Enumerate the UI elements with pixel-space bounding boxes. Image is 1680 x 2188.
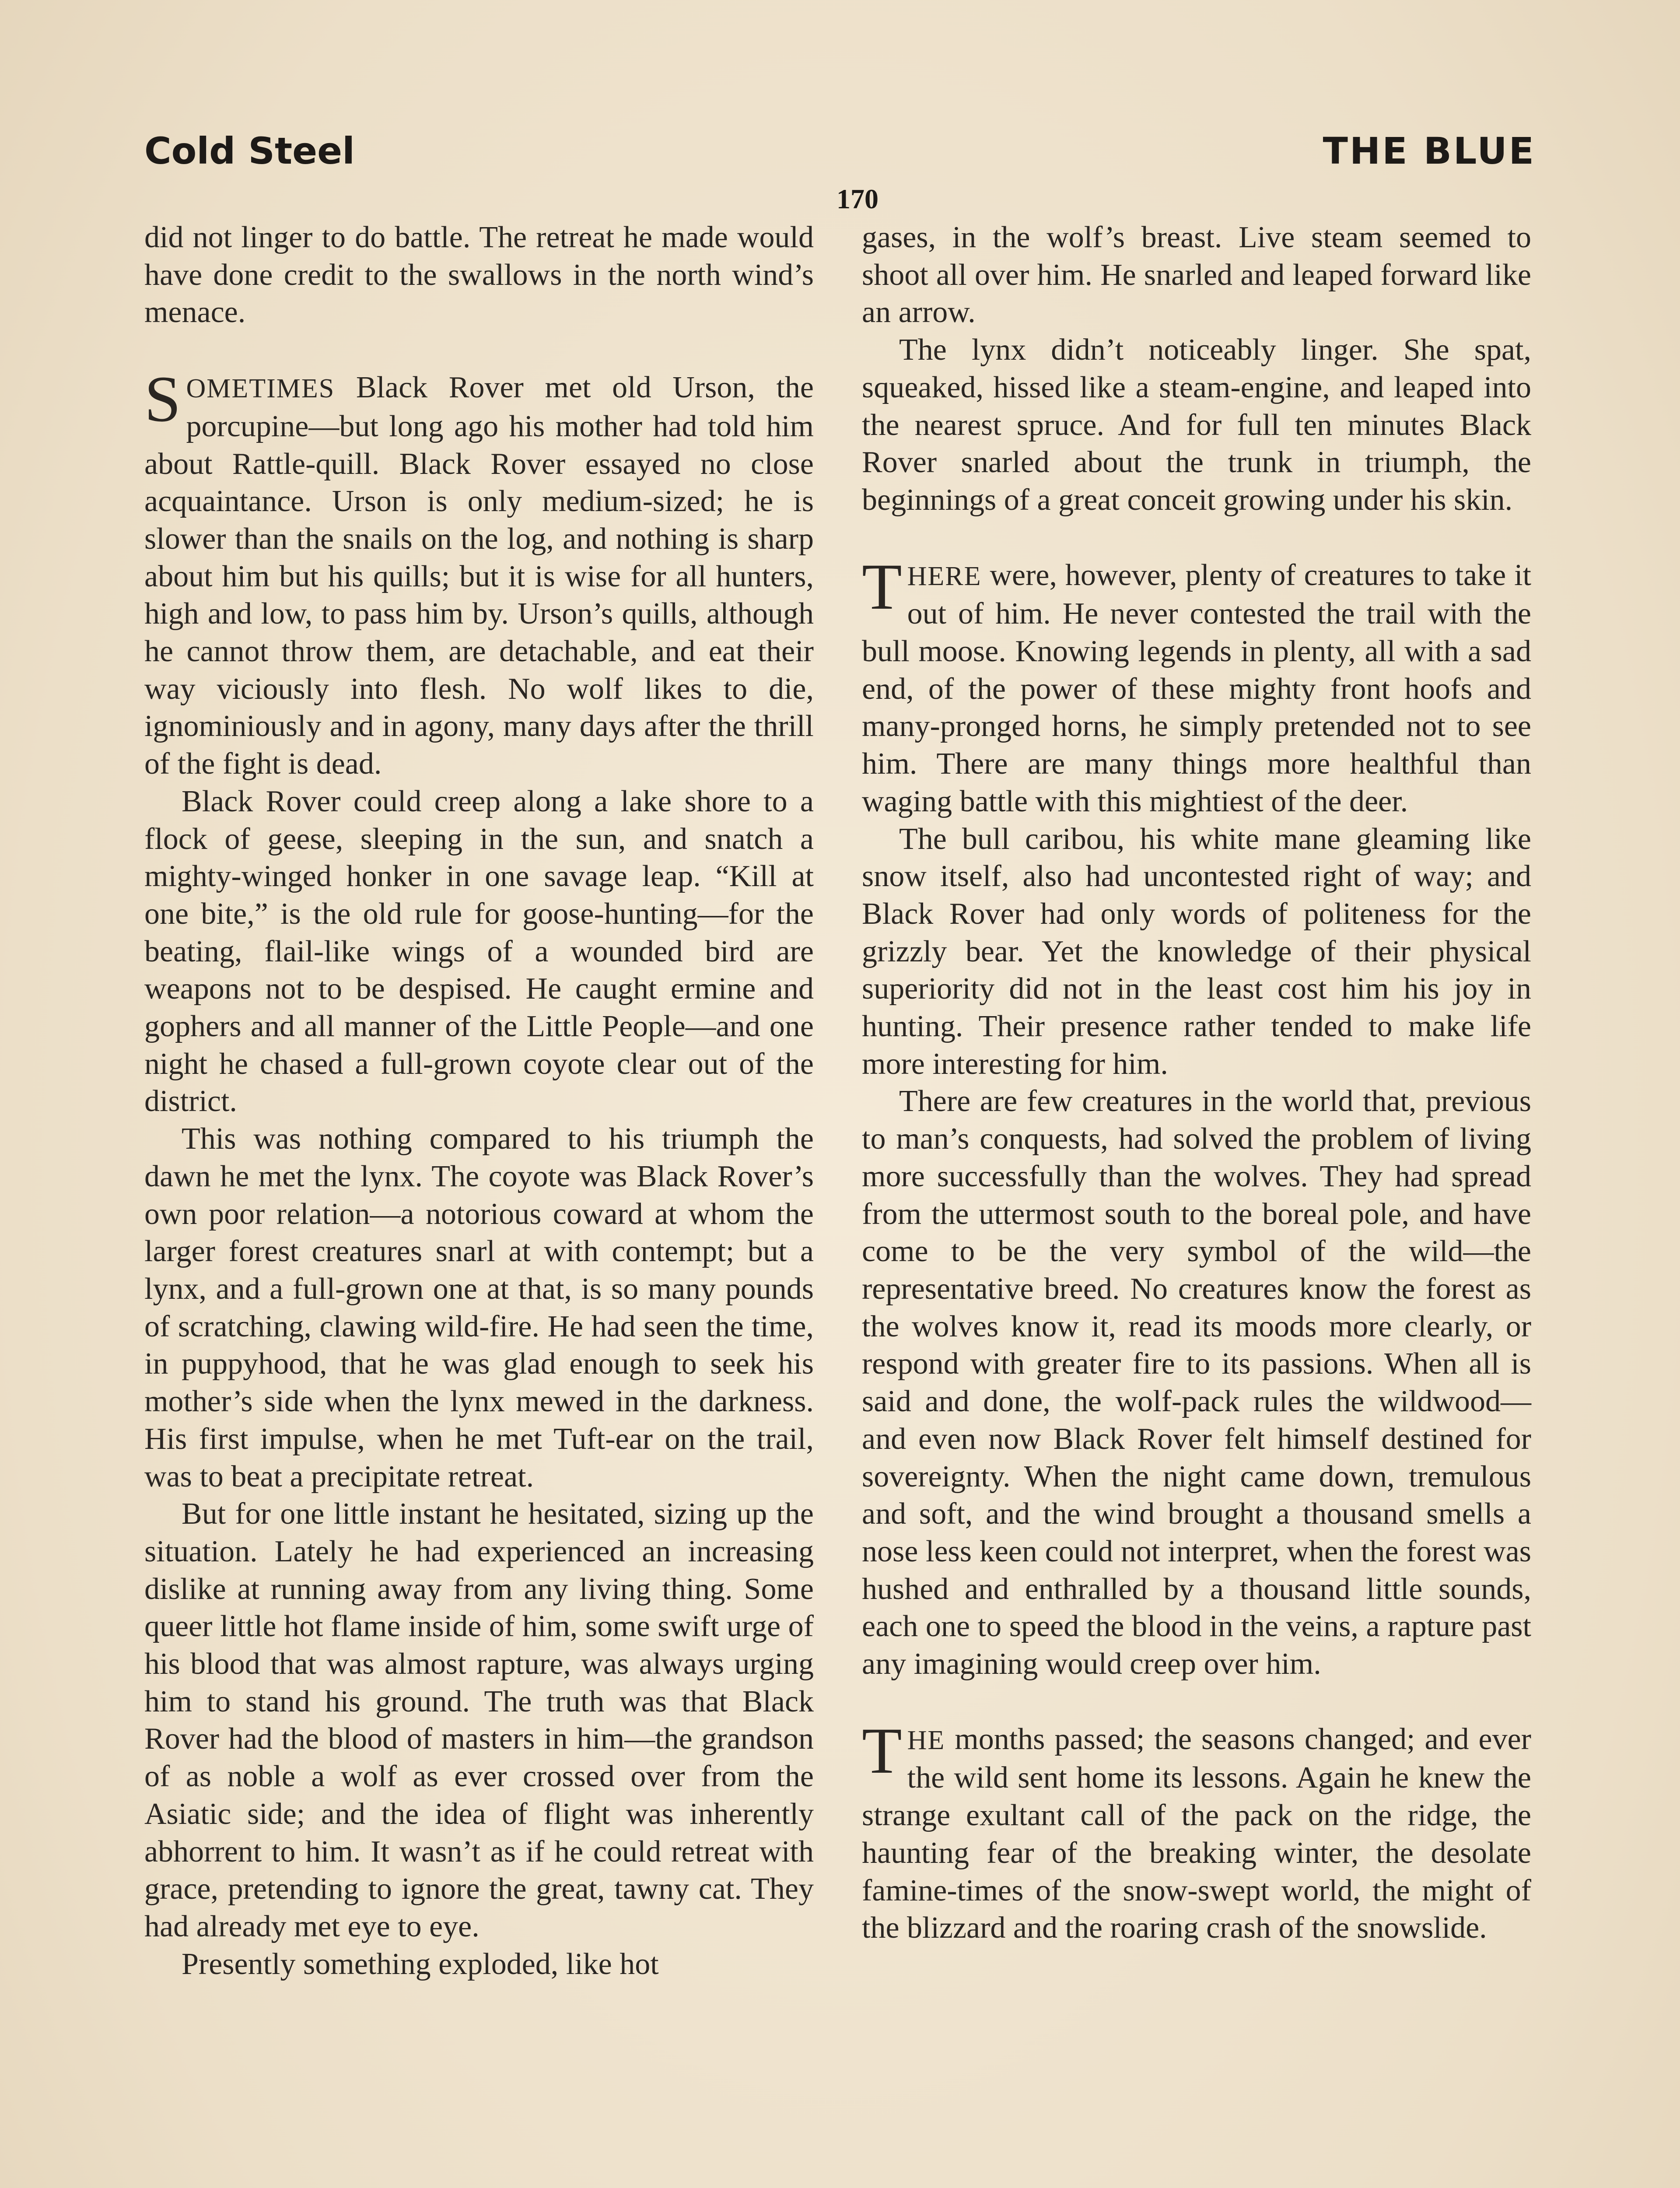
paragraph: gases, in the wolf’s breast. Live steam seemed to shoot all over him. He snarled and leaped forward like an arrow. [862, 221, 1531, 330]
paragraph: There are few creatures in the world that, previous to man’s conquests, had solved the problem of living more successfully than the wolves. They had spread from the uttermost south to the boreal pole, and have come to be the very symbol of the wild—the representative breed. No creatures know the forest as the wolves know it, read its moods more clearly, or respond with greater fire to its passions. When all is said and done, the wolf-pack rules the wildwood—and even now Black Rover felt himself destined for sovereignty. When the night came down, tremulous and soft, and the wind brought a thousand smells a nose less keen could not interpret, when the forest was hushed and enthralled by a thousand little sounds, each one to speed the blood in the veins, a rapture past any imagining would creep over him. [862, 1084, 1531, 1681]
paragraph: The bull caribou, his white mane gleaming like snow itself, also had uncontested right of way; and Black Rover had only words of politeness for the grizzly bear. Yet the knowledge of their physical superiority did not in the least cost him his joy in hunting. Their presence rather tended to make life more interesting for him. [862, 822, 1531, 1081]
paragraph: This was nothing compared to his triumph the dawn he met the lynx. The coyote was Black Rover’s own poor relation—a notorious coward at whom the larger forest creatures snarl at with contempt; but a lynx, and a full-grown one at that, is so many pounds of scratching, clawing wild-fire. He had seen the time, in puppyhood, that he was glad enough to seek his mother’s side when the lynx mewed in the darkness. His first impulse, when he met Tuft-ear on the trail, was to beat a precipitate retreat. [144, 1122, 814, 1494]
small-caps-lead: OMETIMES [186, 374, 335, 404]
story-title: Cold Steel [144, 130, 355, 172]
paragraph-text: months passed; the seasons changed; and ever the wild sent home its lessons. Again he knew the strange exultant call of the pack on the ridge, the haunting fear of the breaking winter, the desolate famine-times of the snow-swept world, the might of the blizzard and the roaring crash of the snowslide. [862, 1722, 1531, 1945]
paragraph: did not linger to do battle. The retreat he made would have done credit to the swallows in the north wind’s menace. [144, 221, 814, 330]
paragraph: Black Rover could creep along a lake shore to a flock of geese, sleeping in the sun, and snatch a mighty-winged honker in one savage leap. “Kill at one bite,” is the old rule for goose-hunting—for the beating, flail-like wings of a wounded bird are weapons not to be despised. He caught ermine and gophers and all manner of the Little People—and one night he chased a full-grown coyote clear out of the district. [144, 784, 814, 1119]
paragraph: The lynx didn’t noticeably linger. She spat, squeaked, hissed like a steam-engine, and leaped into the nearest spruce. And for full ten minutes Black Rover snarled about the trunk in triumph, the beginnings of a great conceit growing under his skin. [862, 333, 1531, 517]
paragraph: But for one little instant he hesitated, sizing up the situation. Lately he had experienced an increasing dislike at running away from any living thing. Some queer little hot flame inside of him, some swift urge of his blood that was almost rapture, was always urging him to stand his ground. The truth was that Black Rover had the blood of masters in him—the grandson of as noble a wolf as ever crossed over from the Asiatic side; and the idea of flight was inherently abhorrent to him. It wasn’t as if he could retreat with grace, pretending to ignore the great, tawny cat. They had already met eye to eye. [144, 1497, 814, 1943]
paragraph: Presently something exploded, like hot [182, 1947, 659, 1981]
paragraph-text: Black Rover met old Urson, the porcupine—but long ago his mother had told him about Rattle-quill. Black Rover essayed no close acquaintance. Urson is only medium-sized; he is slower than the snails on the log, and nothing is sharp about him but his quills; but it is wise for all hunters, high and low, to pass him by. Urson’s quills, although he cannot throw them, are detachable, and eat their way viciously into flesh. No wolf likes to die, ignominiously and in agony, many days after the thrill of the fight is dead. [144, 371, 814, 781]
paragraph [862, 1714, 1531, 1947]
right-column [862, 219, 1531, 1947]
small-caps-lead: HERE [907, 561, 982, 591]
page-number: 170 [836, 183, 878, 214]
paragraph [144, 363, 814, 783]
drop-cap: S [144, 363, 181, 436]
magazine-title: THE BLUE [1323, 130, 1536, 172]
left-column [144, 219, 814, 1983]
small-caps-lead: HE [907, 1725, 945, 1755]
drop-cap: T [862, 1714, 902, 1787]
paragraph-text: were, however, plenty of creatures to take it out of him. He never contested the trail with the bull moose. Knowing legends in plenty, all with a sad end, of the power of these mighty front hoofs and many-pronged horns, he simply pretended not to see him. There are many things more healthful than waging battle with this mightiest of the deer. [862, 558, 1531, 818]
paragraph [862, 550, 1531, 820]
running-header [144, 130, 1536, 178]
drop-cap: T [862, 550, 902, 623]
